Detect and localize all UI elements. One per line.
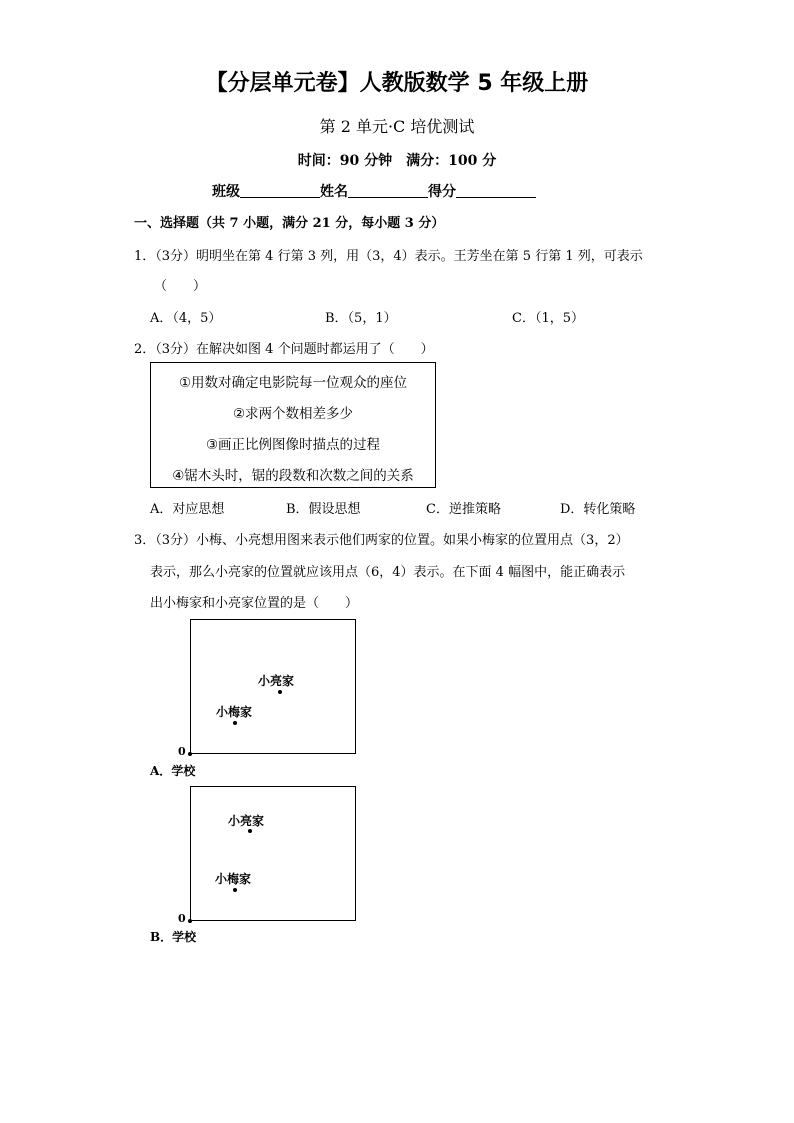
class-label: 班级 [212,184,240,200]
figure-b-frame [190,786,356,921]
figure-a-xiaoliang-point [278,690,282,694]
figure-a-xiaomei-point [233,721,237,725]
q2-problem-box [150,362,436,488]
score-label: 得分 [428,184,456,200]
q1-text-line1: 1．（3分）明明坐在第 4 行第 3 列，用（3，4）表示。王芳坐在第 5 行第 1 列，可表示 [134,249,643,264]
figure-b-zero-label: 0 [178,912,186,925]
page-title: 【分层单元卷】人教版数学 5 年级上册 [205,71,589,96]
q3-text-line3: 出小梅家和小亮家位置的是（ ） [150,596,359,611]
time-score-line: 时间：90 分钟 满分：100 分 [297,153,497,169]
figure-b-letter: B． [150,930,173,944]
figure-a-school-label: 学校 [171,764,196,778]
figure-b-school-label: 学校 [172,930,197,944]
q2-option-a[interactable]: A．对应思想 [150,502,225,517]
q2-option-c[interactable]: C．逆推策略 [426,502,501,517]
figure-a-letter: A． [150,764,172,778]
figure-a-xiaomei-label: 小梅家 [216,705,253,719]
figure-b-xiaomei-label: 小梅家 [215,872,252,886]
q2-option-b[interactable]: B．假设思想 [286,502,361,517]
score-blank[interactable] [456,183,536,198]
figure-b-origin-point [188,919,192,923]
q1-text-line2: （ ） [154,279,207,294]
q2-option-d[interactable]: D．转化策略 [560,502,636,517]
student-info-line [212,181,536,201]
figure-a-zero-label: 0 [178,745,186,758]
q3-text-line1: 3．（3分）小梅、小亮想用图来表示他们两家的位置。如果小梅家的位置用点（3，2） [134,533,629,548]
q2-box-item-1: ①用数对确定电影院每一位观众的座位 [178,375,408,391]
figure-a-origin-point [188,752,192,756]
q2-box-item-2: ②求两个数相差多少 [232,406,354,422]
q2-text-line1: 2．（3分）在解决如图 4 个问题时都运用了（ ） [134,342,434,357]
figure-a-option[interactable] [150,762,195,779]
class-blank[interactable] [240,183,320,198]
q1-option-b[interactable]: B．（5，1） [325,311,397,326]
section-heading: 一、选择题（共 7 小题，满分 21 分，每小题 3 分） [134,216,445,231]
figure-b-xiaomei-point [233,888,237,892]
q1-option-c[interactable]: C．（1，5） [512,311,584,326]
page-subtitle: 第 2 单元·C 培优测试 [319,117,475,136]
figure-b-xiaoliang-point [248,829,252,833]
figure-b-xiaoliang-label: 小亮家 [228,814,265,828]
q3-text-line2: 表示，那么小亮家的位置就应该用点（6，4）表示。在下面 4 幅图中，能正确表示 [150,565,626,580]
q1-option-a[interactable]: A．（4，5） [150,311,222,326]
figure-a-xiaoliang-label: 小亮家 [258,674,295,688]
q2-box-item-3: ③画正比例图像时描点的过程 [205,437,381,453]
figure-b-option[interactable] [150,928,196,945]
name-label: 姓名 [320,184,348,200]
q2-box-item-4: ④锯木头时，锯的段数和次数之间的关系 [172,468,414,484]
name-blank[interactable] [348,183,428,198]
